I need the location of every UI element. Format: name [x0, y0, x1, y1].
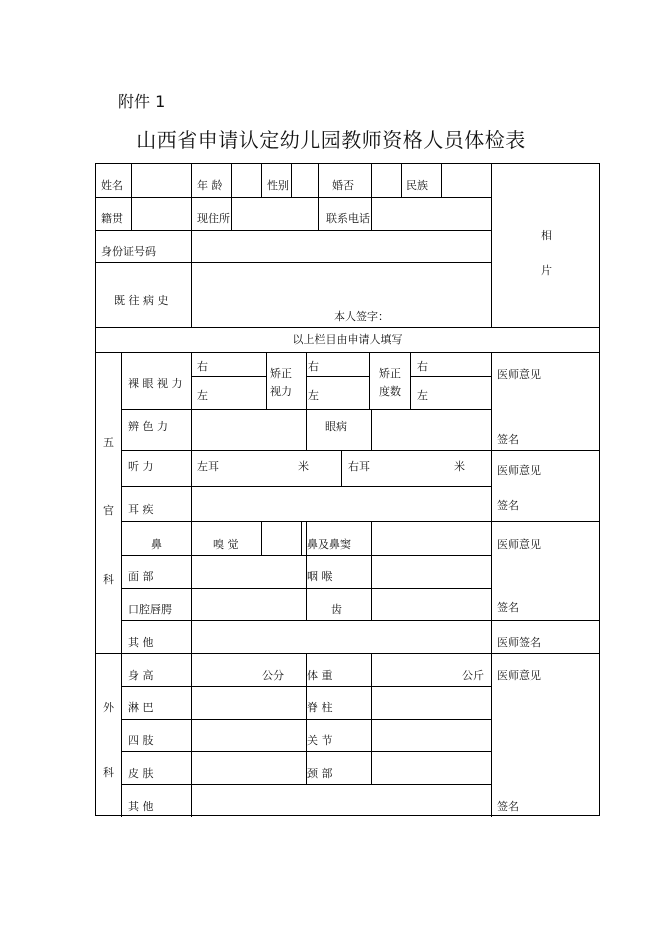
- photo-label-1: 相: [541, 229, 552, 242]
- label-eye-disease: 眼病: [325, 420, 347, 433]
- row-divider: [121, 620, 599, 621]
- label-correction-degree-2: 度数: [379, 385, 401, 398]
- label-joints: 关 节: [307, 734, 333, 747]
- column-divider: [191, 164, 192, 327]
- label-skin: 皮 肤: [128, 767, 154, 780]
- doctor-opinion-ear: 医师意见: [497, 464, 541, 477]
- label-weight: 体 重: [307, 669, 333, 682]
- column-divider: [231, 164, 232, 230]
- label-kg: 公斤: [462, 669, 484, 682]
- sign-ear: 签名: [497, 499, 519, 512]
- label-other-waike: 其 他: [128, 800, 154, 813]
- column-divider: [261, 521, 262, 555]
- label-current-address: 现住所: [197, 212, 230, 225]
- label-hearing: 听 力: [128, 460, 154, 473]
- row-divider: [96, 230, 491, 231]
- label-face: 面 部: [128, 570, 154, 583]
- column-divider: [491, 352, 492, 817]
- label-spine: 脊 柱: [307, 701, 333, 714]
- label-left-1: 左: [197, 389, 208, 402]
- column-divider: [191, 352, 192, 817]
- section-label-waike-1: 外: [103, 701, 114, 714]
- label-smell: 嗅 觉: [213, 538, 239, 551]
- label-native-place: 籍贯: [101, 212, 123, 225]
- column-divider: [291, 164, 292, 197]
- applicant-note: 以上栏目由申请人填写: [292, 333, 403, 346]
- column-divider: [410, 352, 411, 409]
- column-divider: [371, 164, 372, 230]
- section-label-wuguan-2: 官: [103, 504, 114, 517]
- sign-ent: 签名: [497, 601, 519, 614]
- column-divider: [266, 352, 267, 409]
- row-divider: [96, 653, 599, 654]
- label-color-vision: 辨 色 力: [128, 420, 168, 433]
- sign-eye: 签名: [497, 433, 519, 446]
- label-signature: 本人签字：: [334, 310, 389, 323]
- label-neck: 颈 部: [307, 767, 333, 780]
- label-meter-right: 米: [454, 460, 465, 473]
- row-divider: [96, 352, 599, 353]
- label-corrected-vision-2: 视力: [270, 385, 292, 398]
- column-divider: [121, 352, 122, 817]
- column-divider: [369, 352, 370, 409]
- row-divider: [96, 327, 599, 328]
- row-divider: [121, 486, 491, 487]
- label-ear-disease: 耳 疾: [128, 503, 154, 516]
- label-gender: 性别: [267, 179, 289, 192]
- column-divider: [371, 409, 372, 450]
- photo-label-2: 片: [541, 264, 552, 277]
- row-divider: [96, 197, 491, 198]
- column-divider: [441, 164, 442, 197]
- row-divider: [121, 784, 491, 785]
- section-label-waike-2: 科: [103, 766, 114, 779]
- row-divider: [96, 262, 491, 263]
- label-right-1: 右: [197, 360, 208, 373]
- label-teeth: 齿: [331, 603, 342, 616]
- row-divider: [306, 376, 369, 377]
- column-divider: [301, 521, 302, 555]
- label-name: 姓名: [101, 179, 123, 192]
- row-divider: [121, 450, 599, 451]
- page-title: 山西省申请认定幼儿园教师资格人员体检表: [136, 128, 526, 152]
- label-left-2: 左: [308, 389, 319, 402]
- column-divider: [306, 352, 307, 450]
- label-age: 年 龄: [197, 179, 223, 192]
- column-divider: [341, 450, 342, 486]
- label-marital: 婚否: [332, 179, 354, 192]
- column-divider: [318, 164, 319, 230]
- row-divider: [121, 521, 599, 522]
- doctor-opinion-surgery: 医师意见: [497, 669, 541, 682]
- health-exam-form: [95, 163, 600, 816]
- row-divider: [191, 376, 266, 377]
- label-nasal-sinus: 鼻及鼻窦: [307, 538, 351, 551]
- label-right-3: 右: [417, 360, 428, 373]
- label-left-3: 左: [417, 389, 428, 402]
- label-phone: 联系电话: [326, 212, 370, 225]
- doctor-opinion-eye: 医师意见: [497, 368, 541, 381]
- label-oral: 口腔唇腭: [128, 603, 172, 616]
- column-divider: [491, 164, 492, 327]
- section-label-wuguan-3: 科: [103, 573, 114, 586]
- label-ethnicity: 民族: [406, 179, 428, 192]
- label-left-ear: 左耳: [197, 460, 219, 473]
- label-lymph: 淋 巴: [128, 701, 154, 714]
- column-divider: [371, 521, 372, 620]
- attachment-label: 附件 1: [118, 92, 166, 111]
- label-right-ear: 右耳: [348, 460, 370, 473]
- doctor-sign-other: 医师签名: [497, 636, 541, 649]
- column-divider: [131, 164, 132, 230]
- sign-surgery: 签名: [497, 800, 519, 813]
- label-id-number: 身份证号码: [101, 245, 156, 258]
- doctor-opinion-ent: 医师意见: [497, 538, 541, 551]
- section-label-wuguan-1: 五: [103, 436, 114, 449]
- label-naked-eye-vision: 裸 眼 视 力: [128, 377, 183, 390]
- label-corrected-vision-1: 矫正: [270, 367, 292, 380]
- label-pharynx: 咽 喉: [307, 570, 333, 583]
- label-right-2: 右: [308, 360, 319, 373]
- column-divider: [371, 653, 372, 784]
- label-medical-history: 既 往 病 史: [114, 294, 169, 307]
- label-height: 身 高: [128, 669, 154, 682]
- label-other-wuguan: 其 他: [128, 636, 154, 649]
- label-cm: 公分: [262, 669, 284, 682]
- label-meter-left: 米: [298, 460, 309, 473]
- column-divider: [261, 164, 262, 197]
- label-limbs: 四 肢: [128, 734, 154, 747]
- label-correction-degree-1: 矫正: [379, 367, 401, 380]
- column-divider: [401, 164, 402, 197]
- label-nose: 鼻: [151, 538, 162, 551]
- row-divider: [410, 376, 491, 377]
